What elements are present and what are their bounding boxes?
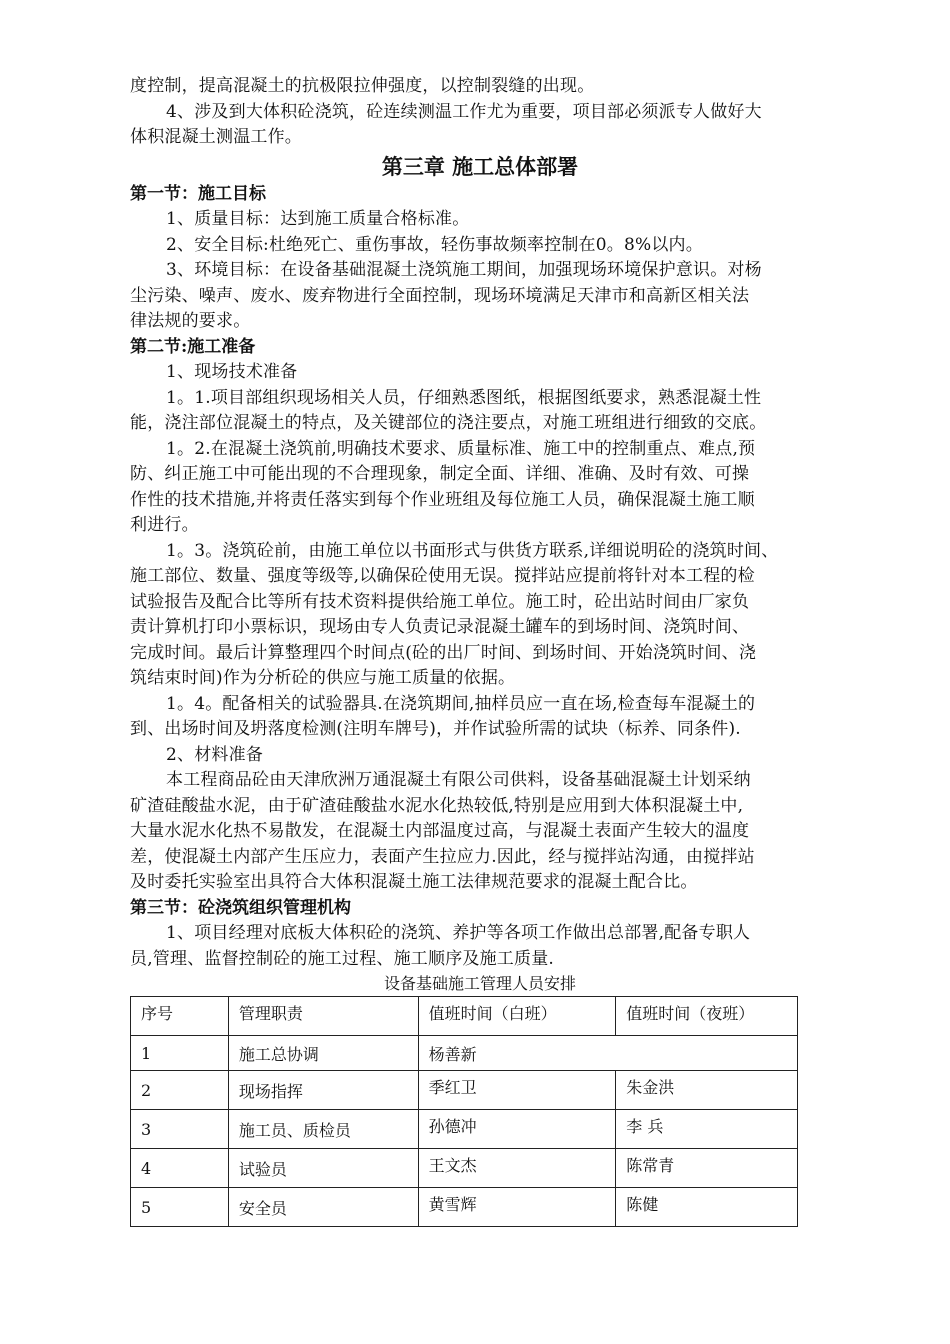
text-line: 作性的技术措施,并将责任落实到每个作业班组及每位施工人员，确保混凝土施工顺 [130, 489, 755, 510]
text-line: 律法规的要求。 [130, 311, 251, 331]
text-line: 到、出场时间及坍落度检测(注明车牌号)，并作试验所需的试块（标养、同条件). [130, 719, 741, 739]
text-line: 施工部位、数量、强度等级等,以确保砼使用无误。搅拌站应提前将针对本工程的检 [130, 566, 755, 586]
text-line: 防、纠正施工中可能出现的不合理现象，制定全面、详细、准确、及时有效、可操 [130, 464, 750, 484]
text-line: 1、项目经理对底板大体积砼的浇筑、养护等各项工作做出总部署,配备专职人 [166, 923, 751, 943]
text-line: 及时委托实验室出具符合大体积混凝土施工法律规范要求的混凝土配合比。 [130, 872, 698, 892]
document-page [130, 74, 830, 1227]
section-heading: 第二节:施工准备 [130, 336, 256, 357]
text-line: 4、涉及到大体积砼浇筑，砼连续测温工作尤为重要，项目部必须派专人做好大 [166, 101, 762, 122]
table-cell: 1 [131, 1036, 229, 1071]
table-cell: 杨善新 [418, 1036, 797, 1071]
text-line: 本工程商品砼由天津欣洲万通混凝土有限公司供料，设备基础混凝土计划采纳 [166, 770, 751, 790]
table-cell: 试验员 [228, 1149, 418, 1188]
chapter-title: 第三章 施工总体部署 [381, 153, 579, 179]
table-cell: 安全员 [228, 1188, 418, 1227]
header-cell: 管理职责 [228, 997, 418, 1036]
header-cell: 值班时间（白班） [418, 997, 616, 1036]
table-cell: 3 [131, 1110, 229, 1149]
text-line: 度控制，提高混凝土的抗极限拉伸强度，以控制裂缝的出现。 [130, 76, 595, 96]
table-cell: 朱金洪 [616, 1071, 798, 1110]
text-line: 1、质量目标：达到施工质量合格标准。 [166, 209, 470, 229]
table-cell: 季红卫 [418, 1071, 616, 1110]
section-heading: 第三节：砼浇筑组织管理机构 [130, 897, 351, 918]
text-line: 能，浇注部位混凝土的特点，及关键部位的浇注要点，对施工班组进行细致的交底。 [130, 413, 767, 433]
table-row [131, 1188, 798, 1227]
section-body [130, 921, 830, 972]
intro-paragraphs [130, 74, 830, 151]
text-line: 3、环境目标：在设备基础混凝土浇筑施工期间，加强现场环境保护意识。对杨 [166, 260, 762, 280]
header-cell: 序号 [131, 997, 229, 1036]
table-row [131, 1149, 798, 1188]
table-row [131, 1071, 798, 1110]
text-line: 筑结束时间)作为分析砼的供应与施工质量的依据。 [130, 668, 516, 688]
staff-table [130, 996, 798, 1227]
table-cell: 陈常青 [616, 1149, 798, 1188]
table-cell: 陈健 [616, 1188, 798, 1227]
text-line: 试验报告及配合比等所有技术资料提供给施工单位。施工时，砼出站时间由厂家负 [130, 591, 750, 612]
text-line: 责计算机打印小票标识，现场由专人负责记录混凝土罐车的到场时间、浇筑时间、 [130, 617, 750, 637]
header-cell: 值班时间（夜班） [616, 997, 798, 1036]
text-line: 员,管理、监督控制砼的施工过程、施工顺序及施工质量. [130, 948, 555, 969]
table-cell: 黄雪辉 [418, 1188, 616, 1227]
text-line: 体积混凝土测温工作。 [130, 127, 302, 147]
table-cell: 5 [131, 1188, 229, 1227]
table-cell: 李 兵 [616, 1110, 798, 1149]
text-line: 尘污染、噪声、废水、废弃物进行全面控制，现场环境满足天津市和高新区相关法 [130, 285, 750, 306]
text-line: 差，使混凝土内部产生压应力，表面产生拉应力.因此，经与搅拌站沟通，由搅拌站 [130, 846, 755, 867]
table-cell: 2 [131, 1071, 229, 1110]
table-row [131, 1036, 798, 1071]
section-body [130, 207, 830, 335]
table-header-row [131, 997, 798, 1036]
text-line: 2、材料准备 [166, 744, 264, 765]
table-cell: 4 [131, 1149, 229, 1188]
text-line: 2、安全目标:杜绝死亡、重伤事故，轻伤事故频率控制在0。8%以内。 [166, 234, 703, 255]
text-line: 1。1.项目部组织现场相关人员，仔细熟悉图纸，根据图纸要求，熟悉混凝土性 [166, 387, 762, 408]
table-cell: 孙德冲 [418, 1110, 616, 1149]
section-heading: 第一节：施工目标 [130, 183, 266, 204]
table-cell: 王文杰 [418, 1149, 616, 1188]
section-body [130, 360, 830, 896]
text-line: 1、现场技术准备 [166, 362, 298, 382]
text-line: 1。3。浇筑砼前，由施工单位以书面形式与供货方联系,详细说明砼的浇筑时间、 [166, 540, 779, 561]
text-line: 1。4。配备相关的试验器具.在浇筑期间,抽样员应一直在场,检查每车混凝土的 [166, 693, 756, 714]
text-line: 利进行。 [130, 515, 199, 535]
table-cell: 施工员、质检员 [228, 1110, 418, 1149]
table-cell: 现场指挥 [228, 1071, 418, 1110]
text-line: 大量水泥水化热不易散发，在混凝土内部温度过高，与混凝土表面产生较大的温度 [130, 821, 750, 841]
table-row [131, 1110, 798, 1149]
text-line: 完成时间。最后计算整理四个时间点(砼的出厂时间、到场时间、开始浇筑时间、浇 [130, 642, 757, 663]
text-line: 1。2.在混凝土浇筑前,明确技术要求、质量标准、施工中的控制重点、难点,预 [166, 438, 756, 459]
table-cell: 施工总协调 [228, 1036, 418, 1071]
text-line: 矿渣硅酸盐水泥，由于矿渣硅酸盐水泥水化热较低,特别是应用到大体积混凝土中, [130, 795, 744, 816]
table-caption: 设备基础施工管理人员安排 [383, 974, 576, 993]
